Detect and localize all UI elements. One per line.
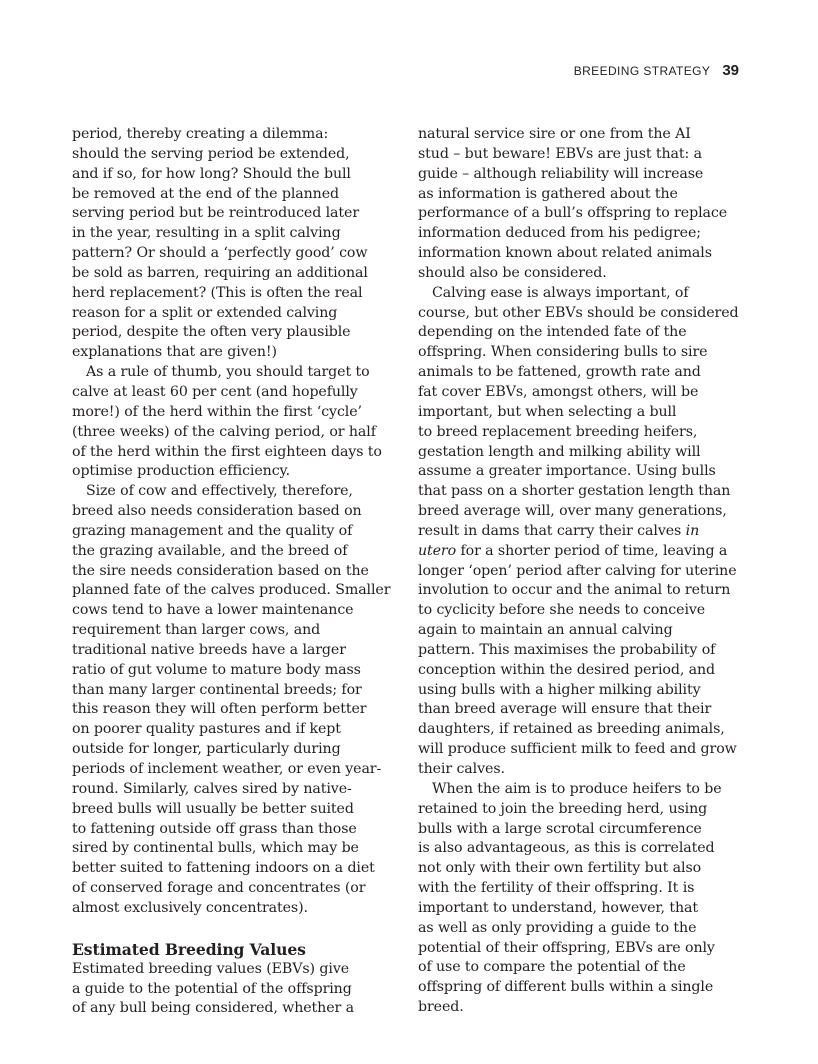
text-line: periods of inclement weather, or even year- bbox=[72, 761, 382, 777]
text-line: a guide to the potential of the offspring bbox=[72, 980, 352, 997]
text-line: of the herd within the first eighteen days to bbox=[72, 443, 382, 460]
text-line: with the fertility of their offspring. It is bbox=[418, 880, 695, 897]
text-line: better suited to fattening indoors on a diet bbox=[72, 860, 375, 877]
text-line: Size of cow and effectively, therefore, bbox=[86, 483, 353, 500]
text-line: Calving ease is always important, of bbox=[432, 284, 689, 301]
text-line: important to understand, however, that bbox=[418, 899, 698, 916]
paragraph bbox=[418, 780, 743, 1018]
text-line: be removed at the end of the planned bbox=[72, 185, 339, 202]
paragraph bbox=[418, 125, 743, 284]
paragraph-lines bbox=[418, 562, 743, 780]
text-line: of conserved forage and concentrates (or bbox=[72, 880, 366, 897]
text-line: herd replacement? (This is often the real bbox=[72, 284, 363, 301]
text-line: to fattening outside off grass than those bbox=[72, 820, 357, 837]
text-line: as well as only providing a guide to the bbox=[418, 919, 697, 936]
text-line: using bulls with a higher milking ability bbox=[418, 681, 701, 698]
text-line: the grazing available, and the breed of bbox=[72, 542, 348, 559]
text-line: is also advantageous, as this is correlated bbox=[418, 840, 715, 857]
text-line: should also be considered. bbox=[418, 264, 607, 281]
text-line: pattern? Or should a ‘perfectly good’ cow bbox=[72, 245, 368, 262]
text-line: course, but other EBVs should be considered bbox=[418, 304, 739, 321]
paragraph bbox=[72, 363, 397, 482]
italic-run: in bbox=[685, 522, 700, 539]
text-line bbox=[418, 542, 743, 562]
paragraph-lines bbox=[418, 284, 743, 522]
text-line: offspring of different bulls within a single bbox=[418, 979, 714, 996]
text-line: period, thereby creating a dilemma: bbox=[72, 126, 329, 142]
text-line: on poorer quality pastures and if kept bbox=[72, 721, 341, 738]
text-line: As a rule of thumb, you should target to bbox=[86, 364, 370, 381]
left-column bbox=[72, 125, 397, 1019]
text-line: planned fate of the calves produced. Smaller bbox=[72, 582, 391, 599]
text-line: serving period but be reintroduced later bbox=[72, 205, 359, 222]
text-line: bulls with a large scrotal circumference bbox=[418, 820, 702, 837]
text-line: breed bulls will usually be better suited bbox=[72, 800, 354, 817]
text-line: of use to compare the potential of the bbox=[418, 959, 686, 976]
text-line: should the serving period be extended, bbox=[72, 145, 350, 162]
text-line: offspring. When considering bulls to sire bbox=[418, 344, 708, 361]
text-run: result in dams that carry their calves bbox=[418, 522, 686, 539]
text-line: assume a greater importance. Using bulls bbox=[418, 463, 716, 480]
text-line: than breed average will ensure that their bbox=[418, 701, 712, 718]
italic-run: utero bbox=[418, 542, 457, 559]
text-run: for a shorter period of time, leaving a bbox=[456, 542, 728, 559]
text-line: reason for a split or extended calving bbox=[72, 304, 338, 321]
text-line: to breed replacement breeding heifers, bbox=[418, 423, 698, 440]
page-number: 39 bbox=[722, 62, 739, 79]
text-line: performance of a bull’s offspring to replace bbox=[418, 205, 728, 222]
text-line: animals to be fattened, growth rate and bbox=[418, 364, 701, 381]
text-line: again to maintain an annual calving bbox=[418, 622, 673, 639]
text-line: pattern. This maximises the probability of bbox=[418, 641, 716, 658]
text-line: breed average will, over many generations, bbox=[418, 503, 727, 520]
text-line: than many larger continental breeds; for bbox=[72, 681, 362, 698]
text-line: will produce sufficient milk to feed and grow bbox=[418, 741, 737, 758]
text-line: in the year, resulting in a split calving bbox=[72, 225, 341, 242]
paragraph bbox=[72, 482, 397, 919]
text-line: longer ‘open’ period after calving for uterine bbox=[418, 562, 737, 579]
text-line: cows tend to have a lower maintenance bbox=[72, 602, 354, 619]
running-header bbox=[574, 62, 739, 79]
text-line: sired by continental bulls, which may be bbox=[72, 840, 359, 857]
text-line: and if so, for how long? Should the bull bbox=[72, 165, 351, 182]
text-line: requirement than larger cows, and bbox=[72, 622, 321, 639]
text-line: conception within the desired period, and bbox=[418, 661, 716, 678]
paragraph bbox=[72, 960, 397, 1020]
text-line: calve at least 60 per cent (and hopefully bbox=[72, 383, 358, 400]
text-line: gestation length and milking ability will bbox=[418, 443, 701, 460]
text-line: the sire needs consideration based on the bbox=[72, 562, 369, 579]
text-line: ratio of gut volume to mature body mass bbox=[72, 661, 361, 678]
text-line: more!) of the herd within the first ‘cycle’ bbox=[72, 403, 362, 420]
text-line: depending on the intended fate of the bbox=[418, 324, 687, 341]
text-line: this reason they will often perform better bbox=[72, 701, 367, 718]
text-line: to cyclicity before she needs to conceive bbox=[418, 602, 706, 619]
right-column bbox=[418, 125, 743, 1018]
text-line: fat cover EBVs, amongst others, will be bbox=[418, 383, 699, 400]
text-line: almost exclusively concentrates). bbox=[72, 899, 308, 916]
paragraph bbox=[418, 284, 743, 780]
paragraph bbox=[72, 125, 397, 363]
text-line: retained to join the breeding herd, using bbox=[418, 800, 708, 817]
text-line: period, despite the often very plausible bbox=[72, 324, 351, 341]
text-line: that pass on a shorter gestation length than bbox=[418, 483, 731, 500]
text-line: information deduced from his pedigree; bbox=[418, 225, 701, 242]
text-line: involution to occur and the animal to return bbox=[418, 582, 731, 599]
text-line: round. Similarly, calves sired by native- bbox=[72, 780, 352, 797]
text-line: daughters, if retained as breeding animals, bbox=[418, 721, 725, 738]
text-line: their calves. bbox=[418, 761, 505, 777]
text-line: guide – although reliability will increase bbox=[418, 165, 704, 182]
text-line: be sold as barren, requiring an additional bbox=[72, 264, 368, 281]
text-line: natural service sire or one from the AI bbox=[418, 126, 691, 142]
text-line: explanations that are given!) bbox=[72, 344, 277, 361]
text-line: potential of their offspring, EBVs are only bbox=[418, 939, 715, 956]
text-line: (three weeks) of the calving period, or half bbox=[72, 423, 376, 440]
text-line: not only with their own fertility but also bbox=[418, 860, 702, 877]
section-title: BREEDING STRATEGY bbox=[573, 64, 711, 78]
text-line: traditional native breeds have a larger bbox=[72, 641, 346, 658]
text-line: as information is gathered about the bbox=[418, 185, 678, 202]
text-line: outside for longer, particularly during bbox=[72, 741, 341, 758]
text-line: When the aim is to produce heifers to be bbox=[432, 780, 722, 797]
text-line: stud – but beware! EBVs are just that: a bbox=[418, 145, 702, 162]
text-line: important, but when selecting a bull bbox=[418, 403, 677, 420]
text-line: optimise production efficiency. bbox=[72, 463, 290, 480]
text-line: of any bull being considered, whether a bbox=[72, 1000, 354, 1017]
text-line: information known about related animals bbox=[418, 245, 712, 262]
text-line bbox=[418, 522, 743, 542]
text-line: breed. bbox=[418, 999, 464, 1016]
text-line: Estimated breeding values (EBVs) give bbox=[72, 960, 350, 977]
text-line: breed also needs consideration based on bbox=[72, 503, 362, 520]
section-heading: Estimated Breeding Values bbox=[72, 939, 306, 959]
text-line: grazing management and the quality of bbox=[72, 522, 353, 539]
